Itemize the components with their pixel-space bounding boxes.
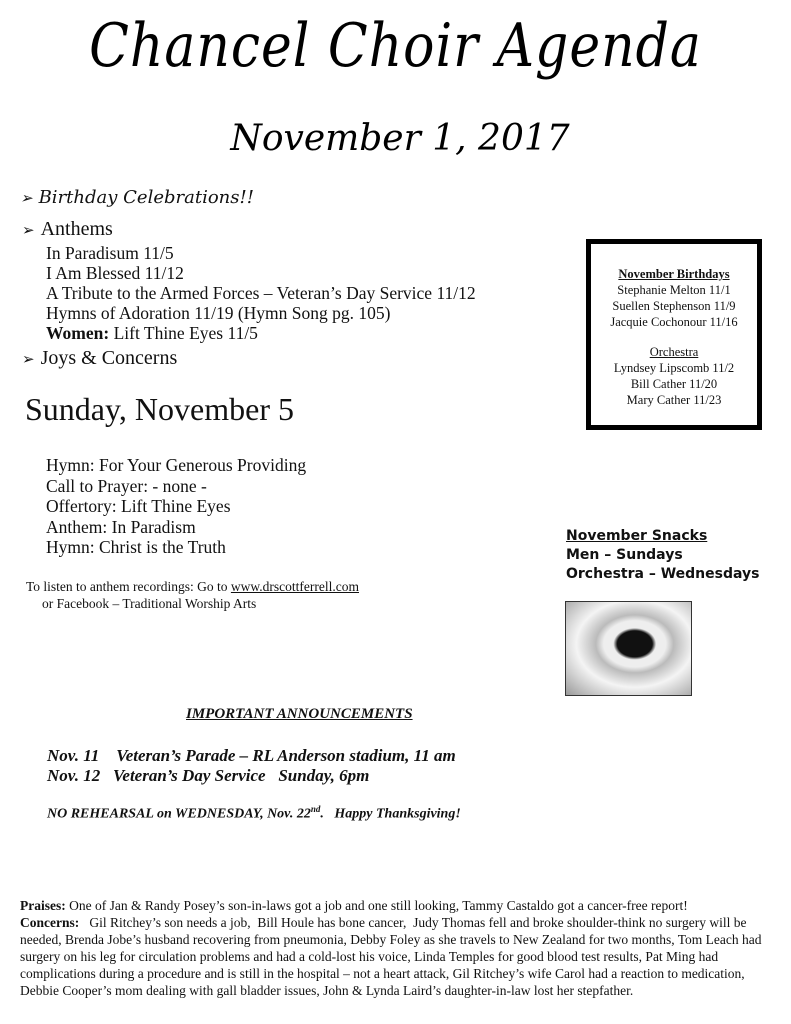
service-item: Hymn: For Your Generous Providing bbox=[46, 455, 307, 475]
snacks-info bbox=[566, 527, 759, 584]
anthem-list bbox=[46, 243, 476, 343]
praises-text: One of Jan & Randy Posey’s son-in-laws got a job and one still looking, Tammy Castaldo got a cancer-free report! bbox=[65, 898, 688, 913]
service-heading: Sunday, November 5 bbox=[25, 391, 294, 427]
birthday-item: Suellen Stephenson 11/9 bbox=[612, 299, 736, 313]
birthday-item: Jacquie Cochonour 11/16 bbox=[610, 315, 738, 329]
birthdays-heading: November Birthdays bbox=[618, 267, 730, 281]
concerns-label: Concerns: bbox=[20, 915, 80, 930]
date-text: November 1, 2017 bbox=[230, 118, 570, 159]
anthems-heading bbox=[22, 218, 113, 241]
no-rehearsal-notice bbox=[47, 804, 461, 823]
birthday-item: Lyndsey Lipscomb 11/2 bbox=[613, 361, 735, 375]
page-title: Chancel Choir Agenda bbox=[89, 12, 702, 81]
list-item: In Paradisum 11/5 bbox=[46, 243, 174, 263]
birthday-celebrations-label: Birthday Celebrations!! bbox=[38, 187, 254, 208]
no-rehearsal-text: NO REHEARSAL on WEDNESDAY, Nov. 22 bbox=[47, 806, 311, 822]
orchestra-heading: Orchestra bbox=[649, 345, 699, 359]
thanksgiving-text: . Happy Thanksgiving! bbox=[320, 806, 461, 822]
service-item: Call to Prayer: - none - bbox=[46, 475, 207, 496]
service-order bbox=[46, 455, 306, 558]
list-item: Hymns of Adoration 11/19 (Hymn Song pg. 105) bbox=[46, 303, 391, 323]
announcement-item: Nov. 12 Veteran’s Day Service Sunday, 6pm bbox=[47, 766, 370, 785]
snacks-line: Men – Sundays bbox=[566, 547, 683, 563]
website-link[interactable]: www.drscottferrell.com bbox=[230, 579, 359, 594]
birthday-item: Mary Cather 11/23 bbox=[626, 393, 722, 407]
ordinal-suffix: nd bbox=[310, 804, 321, 814]
listen-facebook: or Facebook – Traditional Worship Arts bbox=[42, 596, 257, 611]
agenda-date bbox=[0, 118, 791, 159]
prayer-requests bbox=[20, 897, 780, 999]
service-item: Hymn: Christ is the Truth bbox=[46, 537, 226, 557]
listen-info bbox=[26, 578, 359, 612]
announcement-item: Nov. 11 Veteran’s Parade – RL Anderson stadium, 11 am bbox=[47, 746, 456, 765]
list-item bbox=[46, 323, 476, 343]
birthday-item: Stephanie Melton 11/1 bbox=[617, 283, 731, 297]
praises-label: Praises: bbox=[20, 898, 66, 913]
birthdays-box bbox=[586, 239, 762, 430]
birthday-item: Bill Cather 11/20 bbox=[630, 377, 718, 391]
arrow-bullet-icon: ➢ bbox=[22, 352, 35, 368]
snacks-line: Orchestra – Wednesdays bbox=[566, 566, 760, 582]
birthday-celebrations bbox=[20, 187, 254, 208]
women-label: Women: bbox=[46, 323, 110, 343]
joys-concerns-label: Joys & Concerns bbox=[40, 347, 178, 369]
list-item: I Am Blessed 11/12 bbox=[46, 263, 184, 283]
announcements-heading: IMPORTANT ANNOUNCEMENTS bbox=[186, 706, 413, 722]
arrow-bullet-icon: ➢ bbox=[20, 189, 33, 207]
coffee-cup-image bbox=[565, 601, 692, 696]
listen-prefix: To listen to anthem recordings: Go to bbox=[26, 579, 231, 594]
concerns-text: Gil Ritchey’s son needs a job, Bill Houle has bone cancer, Judy Thomas fell and broke shoulder-think no surgery will be needed, Brenda Jobe’s husband recovering from pneumonia, Debby Foley as she travels to New Zealand for two months, Tom Leach had surgery on his leg for circulation problems and had a cold-lost his voice, Linda Temples for good blood test results, Pat Ming had complications during a procedure and is still in the hospital – not a heart attack, Gil Ritchey’s wife Carol had a reaction to medication, Debbie Cooper’s mom dealing with gall bladder issues, John & Lynda Laird’s daughter-in-law lost her stepfather. bbox=[20, 915, 765, 998]
service-item: Offertory: Lift Thine Eyes bbox=[46, 496, 231, 516]
service-item: Anthem: In Paradism bbox=[46, 516, 196, 537]
arrow-bullet-icon: ➢ bbox=[22, 223, 35, 239]
snacks-heading: November Snacks bbox=[566, 528, 708, 544]
anthems-heading-label: Anthems bbox=[40, 218, 113, 240]
list-item: A Tribute to the Armed Forces – Veteran’s Day Service 11/12 bbox=[46, 283, 476, 303]
announcements-list bbox=[47, 746, 456, 786]
women-anthem: Lift Thine Eyes 11/5 bbox=[109, 323, 258, 343]
joys-concerns-heading bbox=[22, 347, 177, 370]
